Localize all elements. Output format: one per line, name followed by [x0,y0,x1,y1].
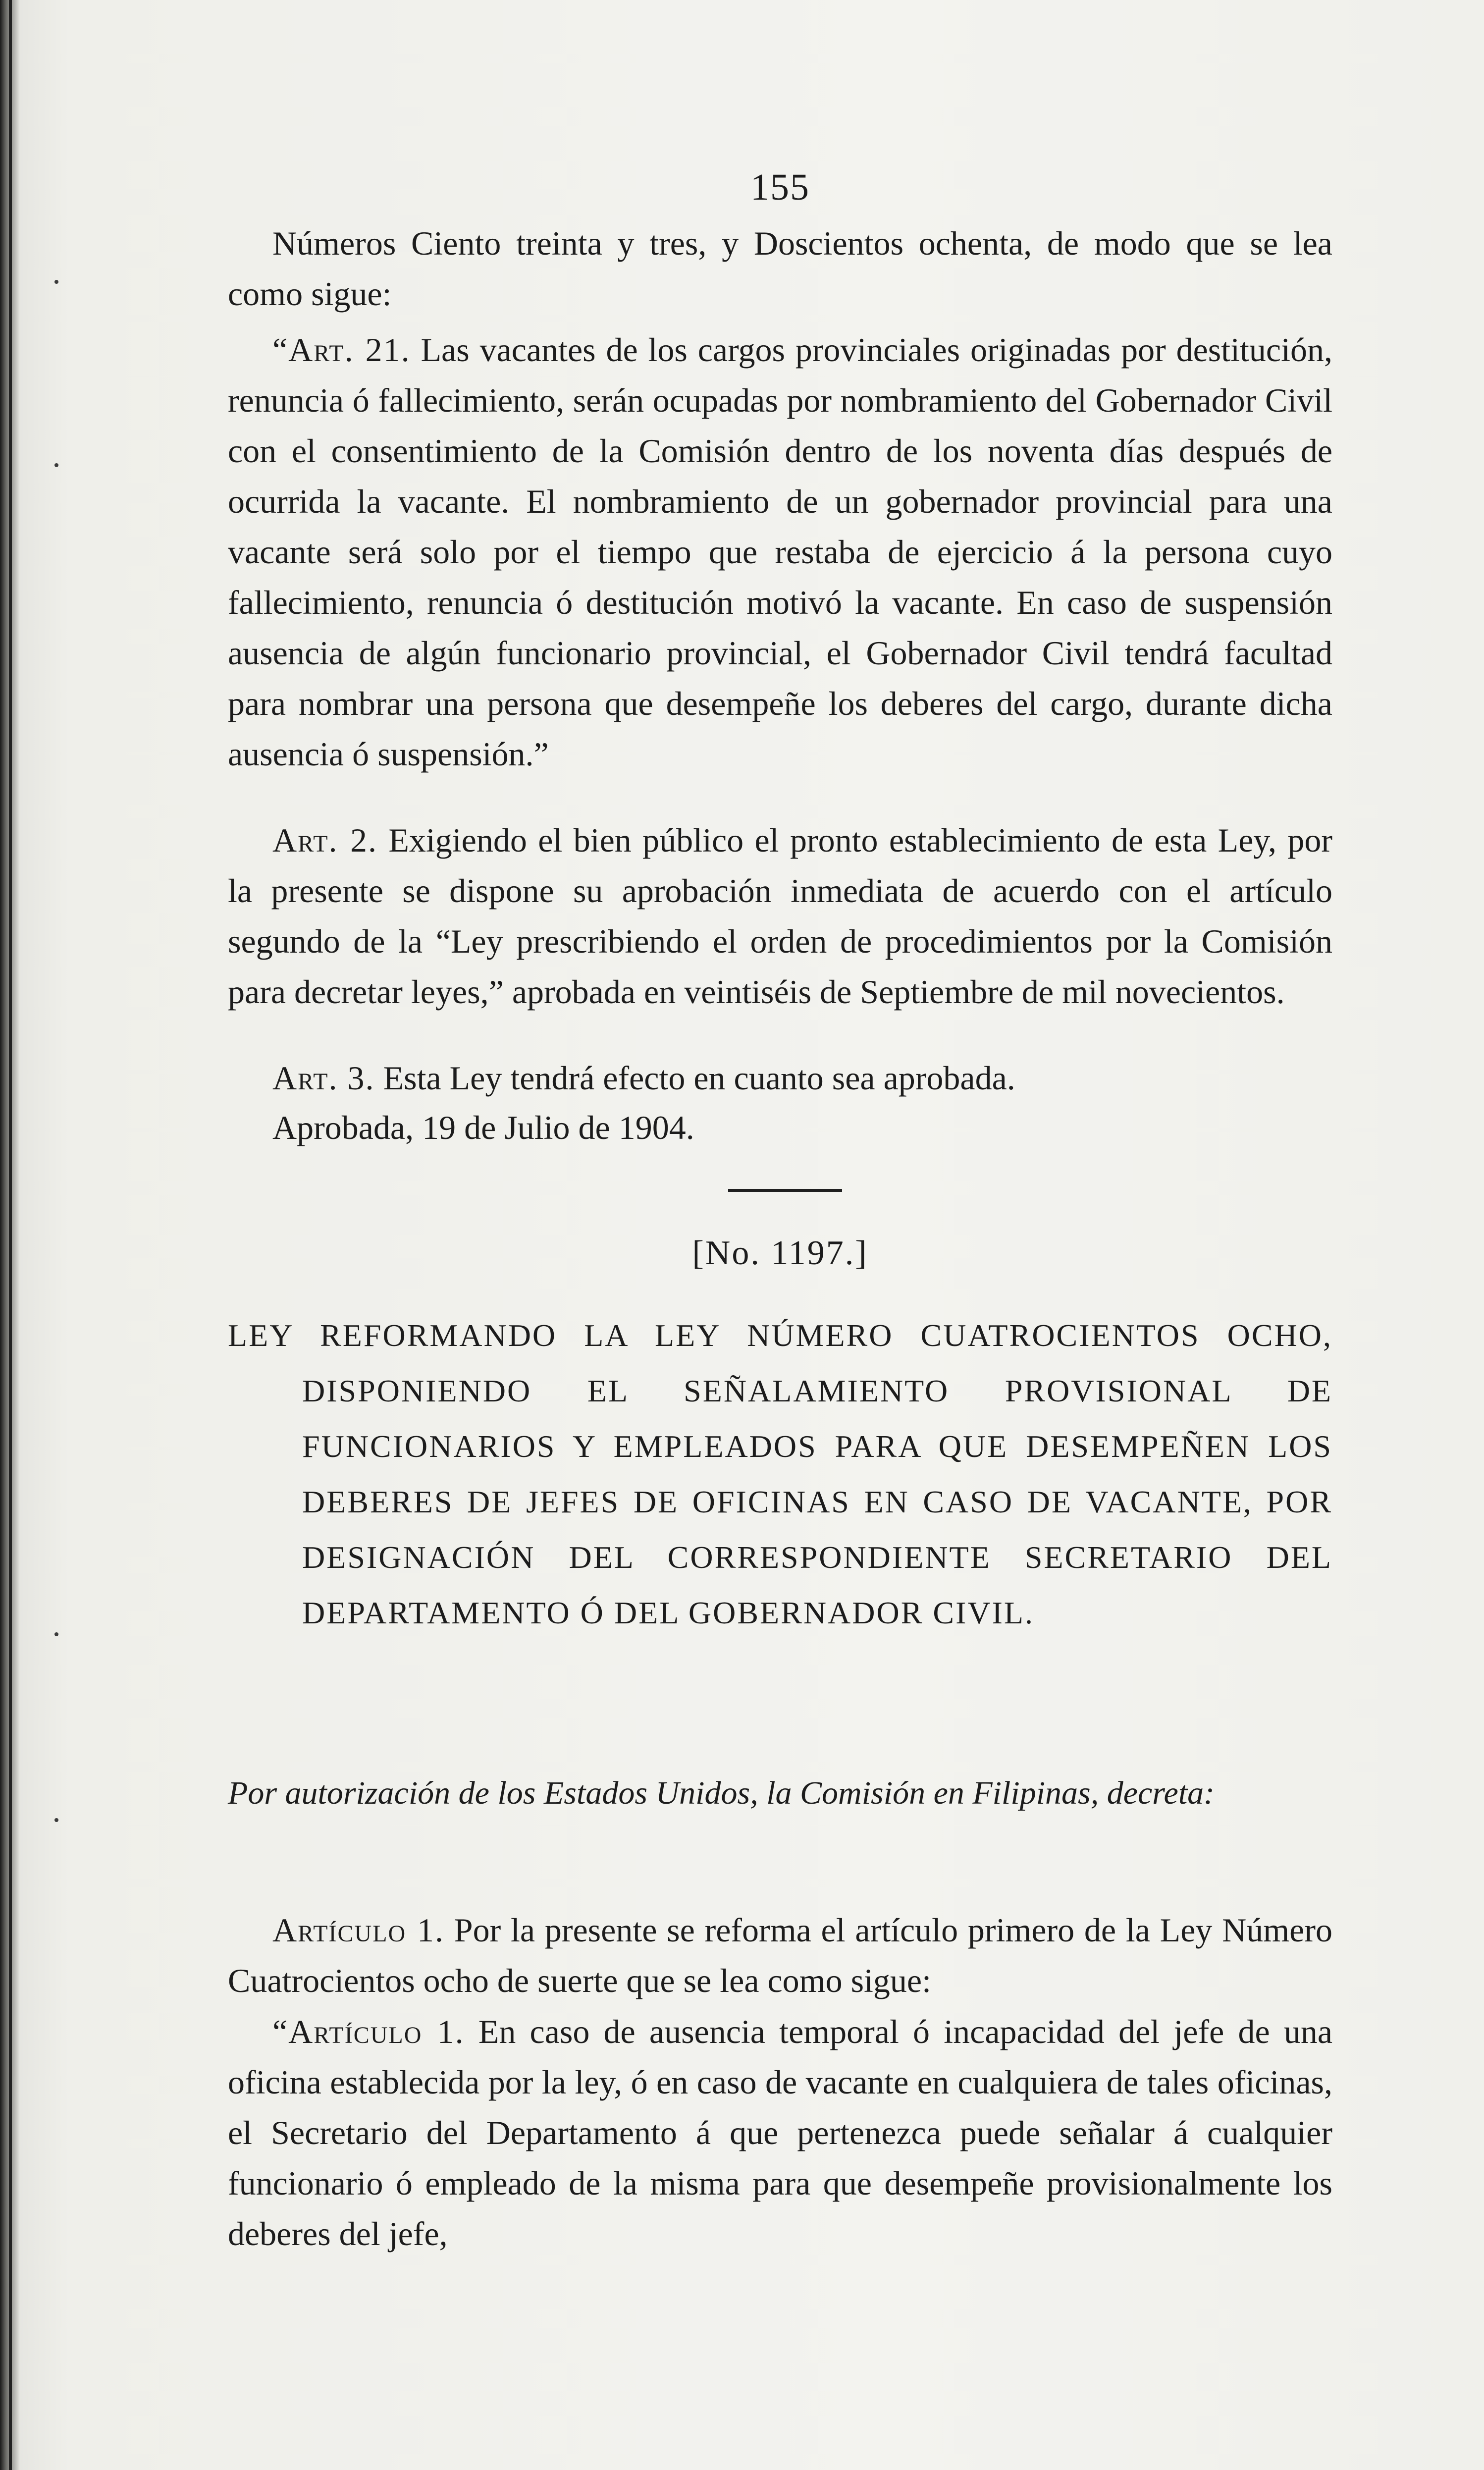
article-text: Las vacantes de los cargos provinciales originadas por destitución, renuncia ó fallecimiento, serán ocupadas por nombramiento del Gobernador Civil con el consentimiento de la Comisión dentro de los noventa días después de ocurrida la vacante. El nombramiento de un gobernador provincial para una vacante será solo por el tiempo que restaba de ejercicio á la persona cuyo fallecimiento, renuncia ó destitución motivó la vacante. En caso de suspensión ausencia de algún funcionario provincial, el Gobernador Civil tendrá facultad para nombrar una persona que desempeñe los deberes del cargo, durante dicha ausencia ó suspensión.” [228,331,1333,773]
approval-date: Aprobada, 19 de Julio de 1904. [272,1109,694,1146]
article-label: Art. 3. [272,1059,375,1097]
article-2 [228,815,1332,1017]
article-3 [228,1053,1332,1103]
binding-edge [9,0,12,2470]
quoted-articulo-1 [228,2006,1332,2259]
article-label: Art. 2. [272,821,377,859]
section-divider [728,1189,842,1192]
margin-dot [54,280,58,284]
margin-dot [54,463,58,467]
page-number: 155 [750,166,810,208]
continuation-paragraph [228,218,1332,319]
margin-dot [54,1818,58,1822]
article-text: Por la presente se reforma el artículo primero de la Ley Número Cuatrocientos ocho de suerte que se lea como sigue: [228,1911,1332,1999]
article-label: Artículo 1. [272,1911,444,1949]
article-label: “Art. 21. [272,331,411,369]
continuation-text: Números Ciento treinta y tres, y Doscientos ochenta, de modo que se lea como sigue: [228,224,1332,313]
law-title: LEY REFORMANDO LA LEY NÚMERO CUATROCIENTOS OCHO, DISPONIENDO EL SEÑALAMIENTO PROVISIONAL DE FUNCIONARIOS Y EMPLEADOS PARA QUE DESEMPEÑEN LOS DEBERES DE JEFES DE OFICINAS EN CASO DE VACANTE, POR DESIGNACIÓN DEL CORRESPONDIENTE SECRETARIO DEL DEPARTAMENTO Ó DEL GOBERNADOR CIVIL. [228,1318,1332,1630]
enacting-clause: Por autorización de los Estados Unidos, la Comisión en Filipinas, decreta: [228,1775,1215,1811]
margin-dot [54,1632,58,1636]
law-number: [No. 1197.] [692,1234,868,1272]
article-text: En caso de ausencia temporal ó incapacidad del jefe de una oficina establecida por la ley, ó en caso de vacante en cualquiera de tales oficinas, el Secretario del Departamento á que pertenezca puede señalar á cualquier funcionario ó empleado de la misma para que desempeñe provisionalmente los deberes del jefe, [228,2013,1333,2253]
article-label: “Artículo 1. [272,2013,465,2050]
articulo-1 [228,1905,1332,2006]
quoted-article-21 [228,324,1332,779]
article-text: Exigiendo el bien público el pronto establecimiento de esta Ley, por la presente se dispone su aprobación inmediata de acuerdo con el artículo segundo de la “Ley prescribiendo el orden de procedimientos por la Comisión para decretar leyes,” aprobada en veintiséis de Septiembre de mil novecientos. [228,821,1333,1011]
article-text: Esta Ley tendrá efecto en cuanto sea aprobada. [383,1059,1015,1097]
